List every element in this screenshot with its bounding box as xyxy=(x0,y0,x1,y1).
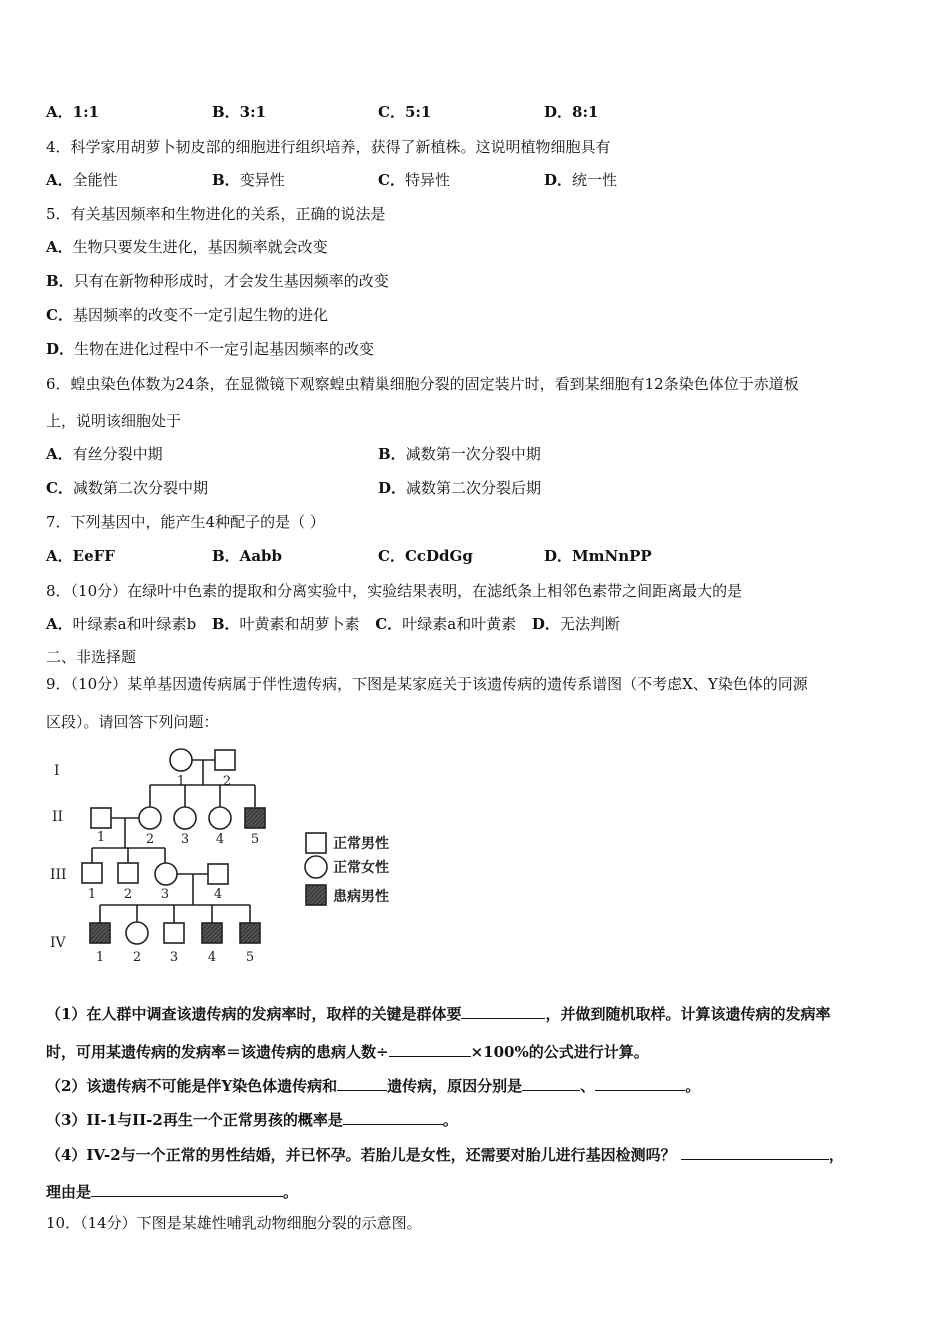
gen-label-2: II xyxy=(52,809,64,825)
q8-option-b: B．叶黄素和胡萝卜素 xyxy=(211,615,360,633)
q4-option-b: B．变异性 xyxy=(212,171,285,189)
gen-label-1: I xyxy=(54,763,60,779)
q4-option-d: D．统一性 xyxy=(544,171,618,189)
q10-stem: 10．（14分）下图是某雄性哺乳动物细胞分裂的示意图。 xyxy=(46,1214,422,1232)
q7-option-b: B．Aabb xyxy=(212,547,283,565)
pedigree-num: 1 xyxy=(96,830,106,845)
pedigree-num: 2 xyxy=(145,832,155,847)
q4-stem: 4．科学家用胡萝卜韧皮部的细胞进行组织培养，获得了新植株。这说明植物细胞具有 xyxy=(46,138,611,156)
q9-stem-line1: 9．（10分）某单基因遗传病属于伴性遗传病，下图是某家庭关于该遗传病的遗传系谱图（不考虑X、Y染色体的同源 xyxy=(46,675,808,693)
q7-option-a: A．EeFF xyxy=(46,547,115,565)
pedigree-II-4 xyxy=(209,807,231,829)
q6-option-d: D．减数第二次分裂后期 xyxy=(378,479,542,497)
q3-option-c: C．5:1 xyxy=(378,103,432,121)
pedigree-I-2 xyxy=(215,750,235,770)
pedigree-num: 4 xyxy=(213,887,223,902)
q5-option-c: C．基因频率的改变不一定引起生物的进化 xyxy=(46,306,328,324)
legend-affected-male: 患病男性 xyxy=(333,889,389,905)
pedigree-num: 4 xyxy=(215,832,225,847)
q9-sub1-line2: 时，可用某遗传病的发病率＝该遗传病的患病人数÷ ×100%的公式进行计算。 xyxy=(46,1040,649,1062)
q6-option-c: C．减数第二次分裂中期 xyxy=(46,479,208,497)
pedigree-III-4 xyxy=(208,864,228,884)
q9-stem-line2: 区段）。请回答下列问题： xyxy=(46,713,219,731)
pedigree-diagram xyxy=(40,735,420,975)
q9-sub4-line2: 理由是 。 xyxy=(46,1180,298,1202)
q9-sub3: （3）II-1与II-2再生一个正常男孩的概率是 。 xyxy=(46,1108,458,1130)
gen-label-3: III xyxy=(50,867,67,883)
q7-stem: 7．下列基因中，能产生4种配子的是（ ） xyxy=(46,513,325,531)
q4-option-a: A．全能性 xyxy=(46,171,118,189)
pedigree-num: 3 xyxy=(160,887,170,902)
legend-male-icon xyxy=(306,833,326,853)
legend-affected-male-icon xyxy=(306,885,326,905)
pedigree-III-2 xyxy=(118,863,138,883)
pedigree-num: 5 xyxy=(250,832,260,847)
pedigree-IV-3 xyxy=(164,923,184,943)
q7-option-c: C．CcDdGg xyxy=(378,547,473,565)
q9-sub4-line1: （4）IV-2与一个正常的男性结婚，并已怀孕。若胎儿是女性，还需要对胎儿进行基因检测吗？ ， xyxy=(46,1143,844,1165)
legend-normal-female: 正常女性 xyxy=(333,860,389,876)
pedigree-II-1 xyxy=(91,808,111,828)
q3-option-b: B．3:1 xyxy=(212,103,267,121)
q5-option-d: D．生物在进化过程中不一定引起基因频率的改变 xyxy=(46,340,375,358)
answer-blank[interactable] xyxy=(343,1108,443,1125)
q5-stem: 5．有关基因频率和生物进化的关系，正确的说法是 xyxy=(46,205,386,223)
q8-option-c: C．叶绿素a和叶黄素 xyxy=(375,615,517,633)
pedigree-num: 3 xyxy=(180,832,190,847)
pedigree-III-1 xyxy=(82,863,102,883)
pedigree-II-3 xyxy=(174,807,196,829)
q9-sub2: （2）该遗传病不可能是伴Y染色体遗传病和 遗传病，原因分别是 、 。 xyxy=(46,1074,700,1096)
q8-stem: 8．（10分）在绿叶中色素的提取和分离实验中，实验结果表明，在滤纸条上相邻色素带之间距离最大的是 xyxy=(46,582,743,600)
q8-option-a: A．叶绿素a和叶绿素b xyxy=(46,615,197,633)
pedigree-num: 5 xyxy=(245,950,255,965)
pedigree-num: 2 xyxy=(132,950,142,965)
legend-female-icon xyxy=(305,856,327,878)
q5-option-b: B．只有在新物种形成时，才会发生基因频率的改变 xyxy=(46,272,389,290)
q3-option-a: A．1:1 xyxy=(46,103,100,121)
pedigree-II-5 xyxy=(245,808,265,828)
pedigree-I-1 xyxy=(170,749,192,771)
answer-blank[interactable] xyxy=(91,1180,283,1197)
pedigree-num: 1 xyxy=(87,887,97,902)
pedigree-IV-5 xyxy=(240,923,260,943)
q8-option-d: D．无法判断 xyxy=(531,615,620,633)
pedigree-num: 1 xyxy=(176,774,186,789)
answer-blank[interactable] xyxy=(389,1040,471,1057)
pedigree-num: 2 xyxy=(123,887,133,902)
q4-option-c: C．特异性 xyxy=(378,171,450,189)
pedigree-num: 1 xyxy=(95,950,105,965)
legend-normal-male: 正常男性 xyxy=(333,836,389,852)
pedigree-IV-1 xyxy=(90,923,110,943)
q9-sub1-line1: （1）在人群中调查该遗传病的发病率时，取样的关键是群体要 ，并做到随机取样。计算该遗传病的发病率 xyxy=(46,1002,830,1024)
q6-option-b: B．减数第一次分裂中期 xyxy=(378,445,541,463)
q8-options xyxy=(46,614,620,634)
pedigree-IV-2 xyxy=(126,922,148,944)
q7-option-d: D．MmNnPP xyxy=(544,547,652,565)
pedigree-II-2 xyxy=(139,807,161,829)
answer-blank[interactable] xyxy=(522,1074,580,1091)
q5-option-a: A．生物只要发生进化，基因频率就会改变 xyxy=(46,238,328,256)
gen-label-4: IV xyxy=(50,935,66,951)
pedigree-num: 4 xyxy=(207,950,217,965)
answer-blank[interactable] xyxy=(337,1074,387,1091)
pedigree-III-3 xyxy=(155,863,177,885)
pedigree-num: 3 xyxy=(169,950,179,965)
answer-blank[interactable] xyxy=(461,1002,545,1019)
pedigree-num: 2 xyxy=(222,774,232,789)
q6-stem-line1: 6．蝗虫染色体数为24条，在显微镜下观察蝗虫精巢细胞分裂的固定装片时，看到某细胞有12条染色体位于赤道板 xyxy=(46,375,799,393)
answer-blank[interactable] xyxy=(681,1143,829,1160)
q3-option-d: D．8:1 xyxy=(544,103,599,121)
answer-blank[interactable] xyxy=(595,1074,685,1091)
pedigree-IV-4 xyxy=(202,923,222,943)
section-heading: 二、非选择题 xyxy=(46,648,137,666)
q6-stem-line2: 上，说明该细胞处于 xyxy=(46,412,182,430)
q6-option-a: A．有丝分裂中期 xyxy=(46,445,163,463)
